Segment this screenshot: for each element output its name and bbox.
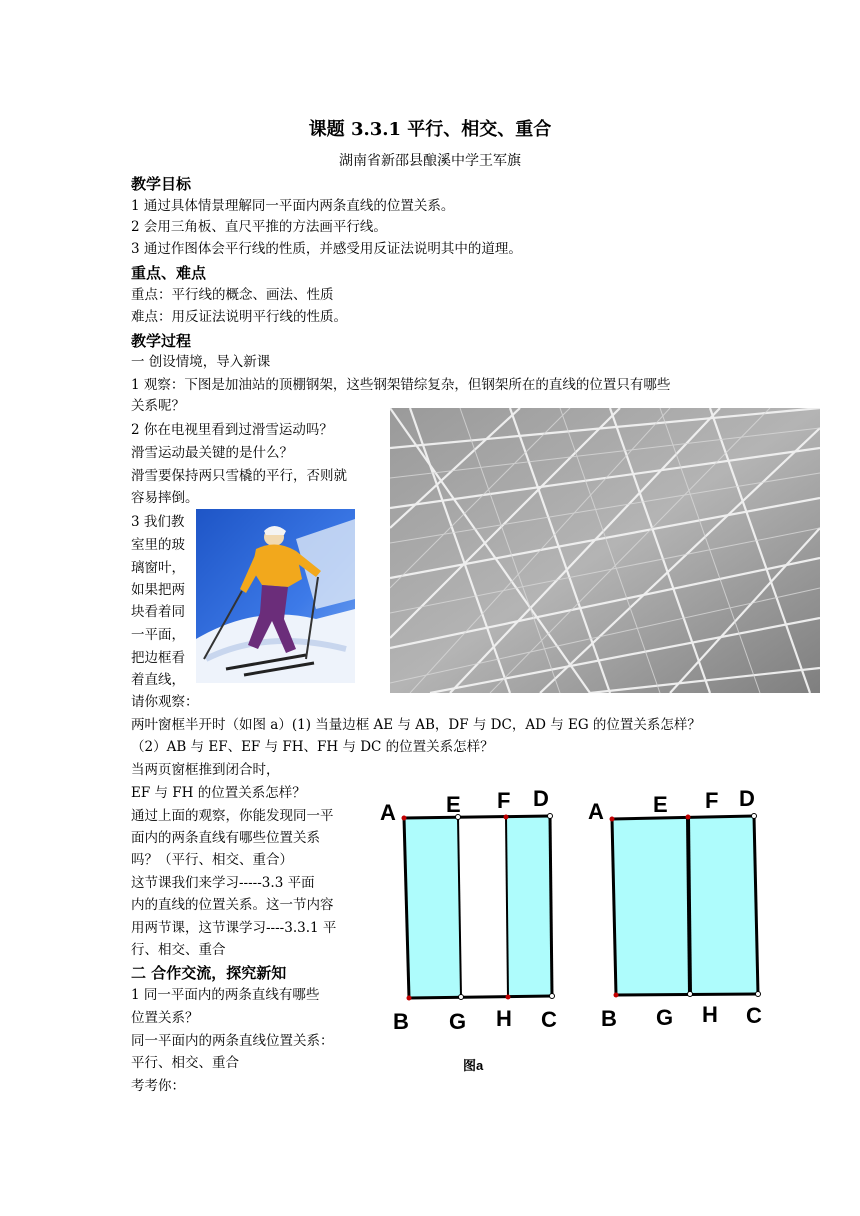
left-line: 面内的两条直线有哪些位置关系 [131,830,320,846]
q3-line: 室里的玻 [131,537,185,553]
section-heading-process: 教学过程 [131,332,192,350]
label-c: C [746,1003,762,1028]
skier-photo [196,509,355,683]
q3-line: 着直线， [131,672,185,688]
label-g: G [449,1009,467,1034]
tail-line: 同一平面内的两条直线位置关系： [131,1033,334,1049]
label-c: C [541,1007,557,1032]
process-line: 一 创设情境，导入新课 [131,354,271,370]
q3-line: 把边框看 [131,650,185,666]
left-line: 当两页窗框推到闭合时， [131,762,280,778]
left-line: 内的直线的位置关系。这一节内容 [131,897,334,913]
goal-item: 1 通过具体情景理解同一平面内两条直线的位置关系。 [131,198,455,214]
left-line: 吗？（平行、相交、重合） [131,852,293,868]
q3-line: 3 我们教 [131,514,185,530]
left-line: 这节课我们来学习-----3.3 平面 [131,875,315,891]
steel-roof-photo [390,408,820,693]
label-g: G [656,1005,674,1030]
keypoint-item: 重点：平行线的概念、画法、性质 [131,287,334,303]
left-pane [404,817,461,998]
tail-line: 1 同一平面内的两条直线有哪些 [131,987,320,1003]
section-heading-keypoints: 重点、难点 [131,264,207,282]
left-line: 行、相交、重合 [131,942,226,958]
left-line: EF 与 FH 的位置关系怎样？ [131,785,306,801]
left-line: 通过上面的观察，你能发现同一平 [131,808,334,824]
label-e: E [653,792,668,817]
label-b: B [393,1009,409,1034]
tail-line: 平行、相交、重合 [131,1055,239,1071]
q3-line: 璃窗叶， [131,560,185,576]
q3-line: 请你观察： [131,694,199,710]
process-line: 1 观察：下图是加油站的顶棚钢架，这些钢架错综复杂，但钢架所在的直线的位置只有哪些 [131,377,671,393]
process-line: 容易摔倒。 [131,490,199,506]
keypoint-item: 难点：用反证法说明平行线的性质。 [131,309,347,325]
label-e: E [446,792,461,817]
observation-line: （2）AB 与 EF、EF 与 FH、FH 与 DC 的位置关系怎样？ [131,739,494,755]
goal-item: 2 会用三角板、直尺平推的方法画平行线。 [131,219,387,235]
label-d: D [533,786,549,811]
process-line: 滑雪要保持两只雪橇的平行，否则就 [131,468,347,484]
author-line: 湖南省新邵县酿溪中学王军旗 [339,153,521,169]
process-line: 滑雪运动最关键的是什么？ [131,445,293,461]
label-h: H [702,1002,718,1027]
section-heading-explore: 二 合作交流，探究新知 [131,964,287,982]
label-d: D [739,786,755,811]
tail-line: 考考你： [131,1078,185,1094]
label-b: B [601,1006,617,1031]
right-pane [506,816,552,997]
label-f: F [705,788,719,813]
label-a: A [588,799,604,824]
left-pane [612,817,690,995]
figure-caption: 图a [463,1058,484,1073]
goal-item: 3 通过作图体会平行线的性质，并感受用反证法说明其中的道理。 [131,241,522,257]
process-line: 2 你在电视里看到过滑雪运动吗？ [131,422,333,438]
right-pane [688,816,758,994]
process-line: 关系呢？ [131,398,185,414]
observation-line: 两叶窗框半开时（如图 a）(1) 当量边框 AE 与 AB，DF 与 DC，AD 与 EG 的位置关系怎样？ [131,717,701,733]
label-f: F [497,788,511,813]
tail-line: 位置关系？ [131,1010,199,1026]
diagram-half-open [402,814,555,1001]
diagram-closed [610,814,761,998]
section-heading-goals: 教学目标 [131,175,192,193]
page-title: 课题 3.3.1 平行、相交、重合 [308,119,552,140]
label-a: A [380,800,396,825]
window-diagram [370,780,790,1050]
q3-line: 如果把两 [131,582,185,598]
label-h: H [496,1006,512,1031]
left-line: 用两节课，这节课学习----3.3.1 平 [131,920,337,936]
q3-line: 一平面， [131,627,185,643]
q3-line: 块看着同 [131,604,185,620]
